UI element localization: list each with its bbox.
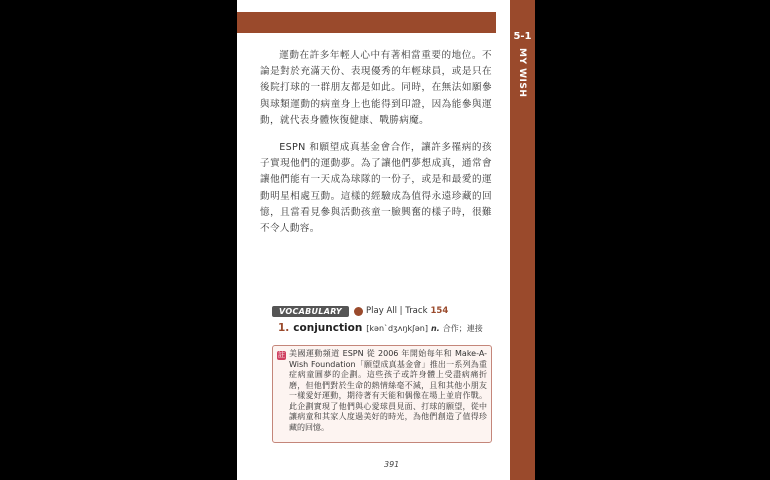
vocabulary-entry bbox=[278, 322, 483, 334]
paragraph-2: ESPN 和願望成真基金會合作，讓許多罹病的孩子實現他們的運動夢。為了讓他們夢想成真，通常會讓他們能有一天成為球隊的一份子，或是和最愛的運動明星相處互動。這樣的經驗成為值得永遠珍藏的回憶，且當看見參與活動孩童一臉興奮的樣子時，很難不令人動容。 bbox=[260, 142, 492, 235]
entry-part-of-speech: n. bbox=[430, 324, 440, 333]
header-bar bbox=[237, 12, 496, 33]
chapter-side-tab bbox=[510, 0, 535, 480]
track-number: 154 bbox=[430, 306, 449, 316]
entry-number: 1. bbox=[278, 322, 290, 334]
chapter-number: 5-1 bbox=[513, 31, 532, 42]
page-number: 391 bbox=[384, 460, 400, 469]
play-all-label[interactable]: Play All | Track bbox=[366, 306, 428, 316]
book-page bbox=[237, 0, 535, 480]
chapter-title: MY WISH bbox=[517, 48, 527, 98]
entry-phonetic: [kənˋdʒʌŋkʃən] bbox=[366, 324, 428, 333]
entry-definition: 合作；連接 bbox=[442, 324, 483, 333]
vocabulary-badge: VOCABULARY bbox=[272, 306, 349, 317]
entry-term: conjunction bbox=[293, 322, 363, 334]
note-box bbox=[272, 345, 492, 443]
vocabulary-header bbox=[272, 305, 448, 317]
play-icon[interactable] bbox=[354, 307, 363, 316]
paragraph-1: 運動在許多年輕人心中有著相當重要的地位。不論是對於充滿天份、表現優秀的年輕球員，或是只在後院打球的一群朋友都是如此。同時，在無法如願參與球類運動的病童身上也能得到印證，因為能參與運動，就代表身體恢復健康、戰勝病魔。 bbox=[260, 50, 492, 126]
note-text: 美國運動頻道 ESPN 從 2006 年開始每年和 Make-A-Wish Foundation「願望成真基金會」推出一系列為重症病童圓夢的企劃。這些孩子或許身體上受盡病痛折磨，但他們對於生命的熱情絲毫不減，且和其他小朋友一樣愛好運動，期待著有天能和偶像在場上並肩作戰。此企劃實現了他們與心愛球員見面、打球的願望，從中讓病童和其家人度過美好的時光，為他們創造了值得珍藏的回憶。 bbox=[289, 349, 487, 432]
note-icon: 註 bbox=[278, 351, 285, 359]
